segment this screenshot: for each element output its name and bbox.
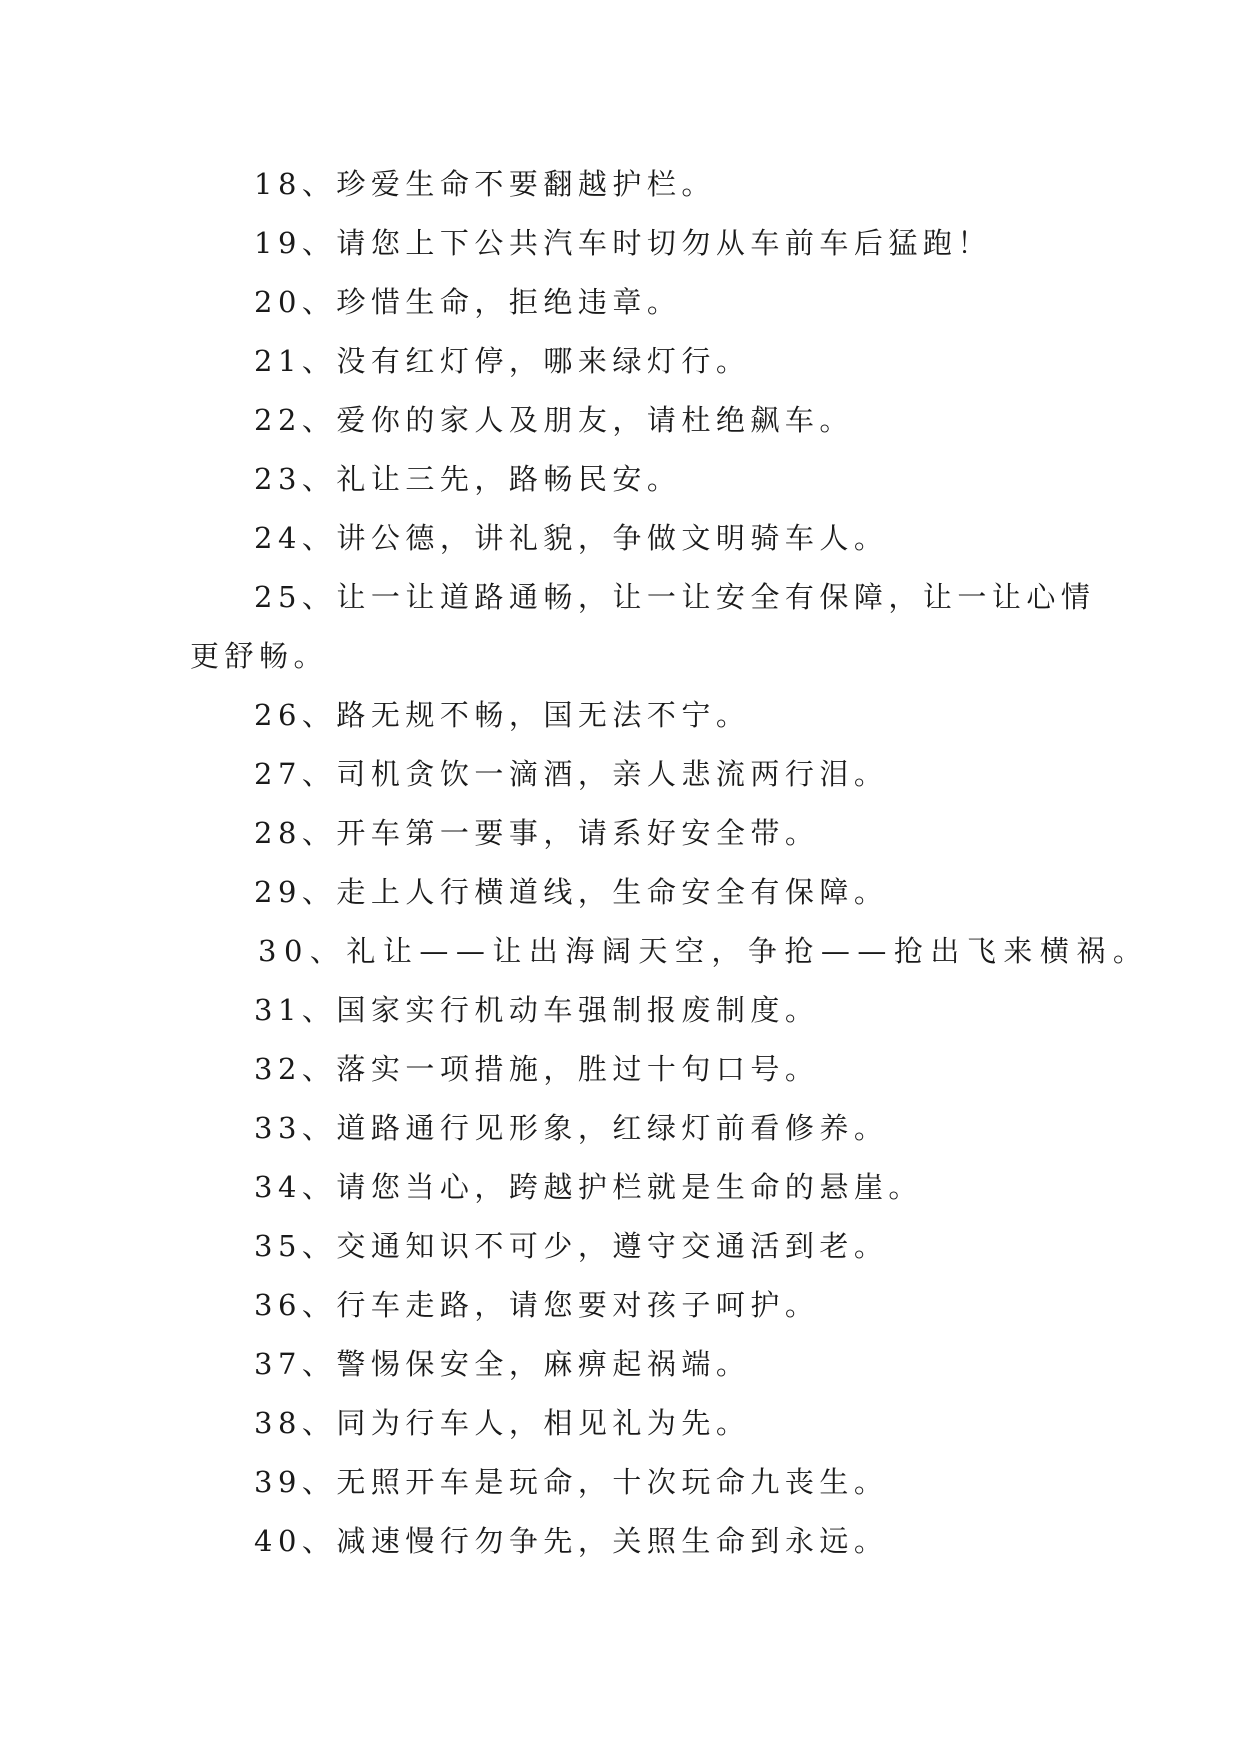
slogan-item: 35、交通知识不可少，遵守交通活到老。: [254, 1229, 889, 1263]
slogan-item: 32、落实一项措施，胜过十句口号。: [254, 1052, 820, 1086]
slogan-item: 18、珍爱生命不要翻越护栏。: [254, 167, 716, 201]
slogan-item: 24、讲公德，讲礼貌，争做文明骑车人。: [254, 521, 889, 555]
slogan-item: 25、让一让道路通畅，让一让安全有保障，让一让心情: [254, 580, 1096, 614]
slogan-item: 33、道路通行见形象，红绿灯前看修养。: [254, 1111, 889, 1145]
slogan-item: 34、请您当心，跨越护栏就是生命的悬崖。: [254, 1170, 923, 1204]
slogan-item: 38、同为行车人，相见礼为先。: [254, 1406, 751, 1440]
slogan-item: 36、行车走路，请您要对孩子呵护。: [254, 1288, 820, 1322]
slogan-item: 30、礼让——让出海阔天空，争抢——抢出飞来横祸。: [258, 934, 1150, 968]
slogan-item: 20、珍惜生命，拒绝违章。: [254, 285, 682, 319]
slogan-item: 39、无照开车是玩命，十次玩命九丧生。: [254, 1465, 889, 1499]
slogan-item: 40、减速慢行勿争先，关照生命到永远。: [254, 1524, 889, 1558]
slogan-item: 23、礼让三先，路畅民安。: [254, 462, 682, 496]
slogan-item: 28、开车第一要事，请系好安全带。: [254, 816, 820, 850]
slogan-item: 22、爱你的家人及朋友，请杜绝飙车。: [254, 403, 854, 437]
slogan-item: 37、警惕保安全，麻痹起祸端。: [254, 1347, 751, 1381]
slogan-item: 31、国家实行机动车强制报废制度。: [254, 993, 820, 1027]
slogan-item: 29、走上人行横道线，生命安全有保障。: [254, 875, 889, 909]
slogan-item: 27、司机贪饮一滴酒，亲人悲流两行泪。: [254, 757, 889, 791]
slogan-item-continuation: 更舒畅。: [190, 639, 329, 673]
slogan-item: 26、路无规不畅，国无法不宁。: [254, 698, 751, 732]
slogan-item: 19、请您上下公共汽车时切勿从车前车后猛跑！: [254, 226, 992, 260]
slogan-item: 21、没有红灯停，哪来绿灯行。: [254, 344, 751, 378]
